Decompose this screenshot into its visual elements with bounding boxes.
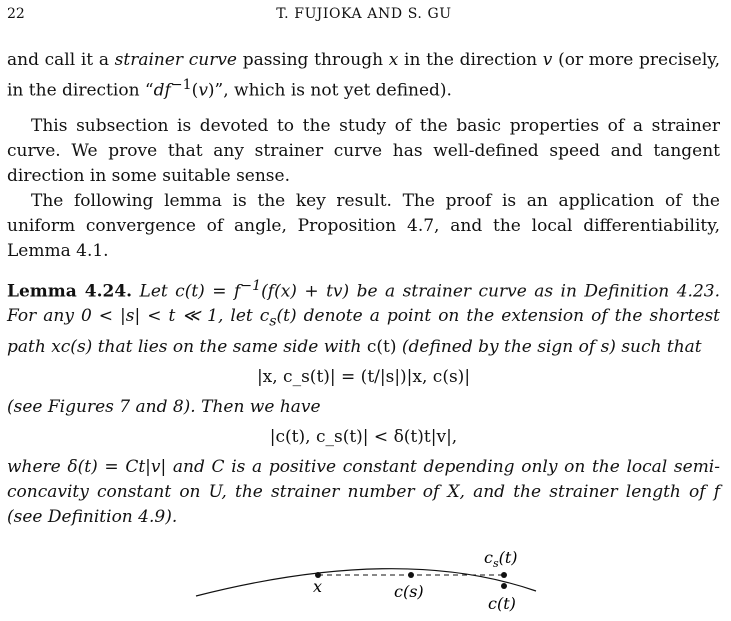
point-c-t	[501, 583, 507, 589]
paragraph-1: and call it a strainer curve passing through x in the direction v (or more precisely, in the direction “$df^{-1}(v)$”, which is not yet defined).	[7, 50, 721, 101]
point-c-s	[408, 572, 414, 578]
equation-1: |x, c_s(t)| = (t/|s|)|x, c(s)|	[256, 366, 471, 387]
point-c-s-t	[501, 572, 507, 578]
label-c-s: c(s)	[394, 582, 424, 601]
lemma-title: Lemma 4.24.	[7, 281, 133, 302]
strainer-curve-line	[196, 569, 536, 596]
text-body	[7, 48, 720, 530]
page-number: 22	[7, 6, 25, 22]
running-header	[7, 6, 721, 26]
lemma-4-24: Lemma 4.24. Let $c(t) = f^{-1}(f(x) + tv)$ be a strainer curve as in Definition 4.23. For any 0 < |s| < t ≪ 1, let $c_s(t)$ denote a point on the extension of the shortest path xc(s) that lies on the same side with c(t) (defined by the sign of s) such that |x, c_s(t)| = (t/|s|)|x, c(s)| (see Figures 7 and 8). Then we have |c(t), c_s(t)| < δ(t)t|v|, where δ(t) = Ct|v| and C is a positive constant depending only on the local semi-concavity constant on U, the strainer number of X, and the strainer length of f (see Definition 4.9).	[7, 274, 720, 530]
paragraph-2: This subsection is devoted to the study of the basic properties of a strainer curve. We prove that any strainer curve has well-defined speed and tangent direction in some suitable sense.	[7, 115, 720, 186]
paragraph-3: The following lemma is the key result. The proof is an application of the uniform convergence of angle, Proposition 4.7, and the local differentiability, Lemma 4.1.	[7, 190, 720, 261]
lemma-text-conclusion: where δ(t) = Ct|v| and C is a positive constant depending only on the local semi-concavity constant on U, the strainer number of X, and the strainer length of f (see Definition 4.9).	[7, 456, 720, 527]
label-c-t: c(t)	[488, 594, 516, 613]
label-x: x	[313, 577, 323, 596]
lemma-text-figures: (see Figures 7 and 8). Then we have	[7, 396, 321, 417]
equation-2: |c(t), c_s(t)| < δ(t)t|v|,	[269, 426, 458, 447]
running-authors: T. FUJIOKA AND S. GU	[276, 6, 452, 22]
figure-strainer-curve	[0, 536, 731, 621]
label-c-s-t: $c_s(t)$	[484, 548, 518, 570]
